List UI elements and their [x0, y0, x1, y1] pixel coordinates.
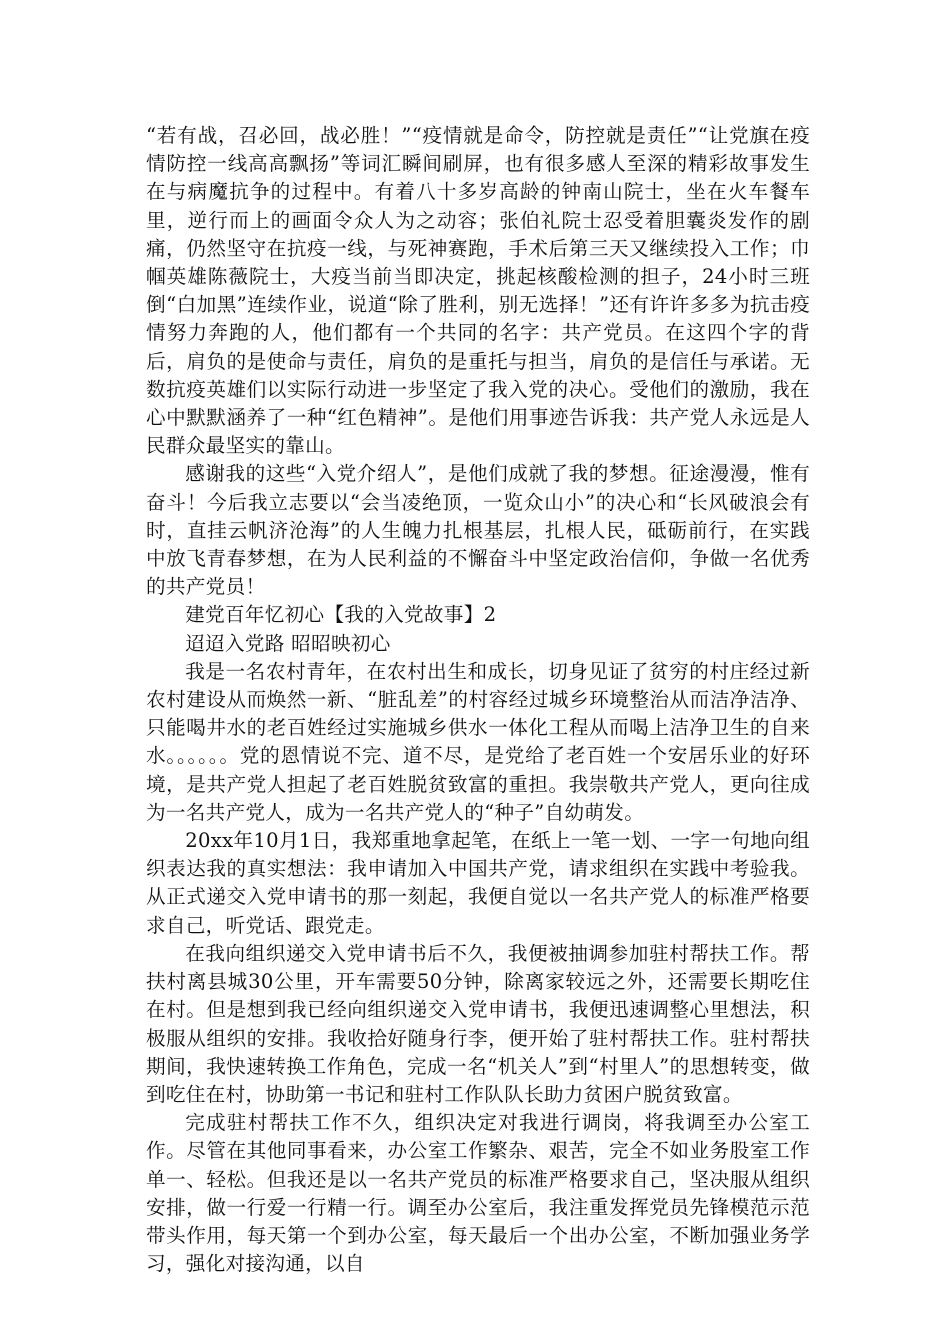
section-title: 建党百年忆初心【我的入党故事】2: [185, 603, 497, 627]
section-subtitle: 迢迢入党路 昭昭映初心: [185, 631, 391, 655]
paragraph-office-transfer: 完成驻村帮扶工作不久，组织决定对我进行调岗，将我调至办公室工作。尽管在其他同事看来，办公室工作繁杂、艰苦，完全不如业务股室工作单一、轻松。但我还是以一名共产党员的标准严格要求自己，坚决服从组织安排，做一行爱一行精一行。调至办公室后，我注重发挥党员先锋模范示范带头作用，每天第一个到办公室，每天最后一个出办公室，不断加强业务学习，强化对接沟通，以自: [146, 1111, 810, 1276]
paragraph-village-assistance: 在我向组织递交入党申请书后不久，我便被抽调参加驻村帮扶工作。帮扶村离县城30公里，开车需要50分钟，除离家较远之外，还需要长期吃住在村。但是想到我已经向组织递交入党申请书，我便迅速调整心里想法，积极服从组织的安排。我收拾好随身行李，便开始了驻村帮扶工作。驻村帮扶期间，我快速转换工作角色，完成一名“机关人”到“村里人”的思想转变，做到吃住在村，协助第一书记和驻村工作队队长助力贫困户脱贫致富。: [146, 941, 810, 1106]
paragraph-gratitude: 感谢我的这些“入党介绍人”，是他们成就了我的梦想。征途漫漫，惟有奋斗！今后我立志要以“会当凌绝顶，一览众山小”的决心和“长风破浪会有时，直挂云帆济沧海”的人生魄力扎根基层，扎根人民，砥砺前行，在实践中放飞青春梦想，在为人民利益的不懈奋斗中坚定政治信仰，争做一名优秀的共产党员！: [146, 462, 810, 599]
document-body: [146, 122, 810, 1278]
paragraph-rural-youth: 我是一名农村青年，在农村出生和成长，切身见证了贫穷的村庄经过新农村建设从而焕然一新、“脏乱差”的村容经过城乡环境整治从而洁净洁净、只能喝井水的老百姓经过实施城乡供水一体化工程从而喝上洁净卫生的自来水。。。。。。党的恩情说不完、道不尽，是党给了老百姓一个安居乐业的好环境，是共产党人担起了老百姓脱贫致富的重担。我崇敬共产党人，更向往成为一名共产党人，成为一名共产党人的“种子”自幼萌发。: [146, 659, 810, 824]
paragraph-application: 20xx年10月1日，我郑重地拿起笔，在纸上一笔一划、一字一句地向组织表达我的真实想法：我申请加入中国共产党，请求组织在实践中考验我。从正式递交入党申请书的那一刻起，我便自觉以一名共产党人的标准严格要求自己，听党话、跟党走。: [146, 829, 810, 937]
paragraph-epidemic-heroes: “若有战，召必回，战必胜！”“疫情就是命令，防控就是责任”“让党旗在疫情防控一线高高飘扬”等词汇瞬间刷屏，也有很多感人至深的精彩故事发生在与病魔抗争的过程中。有着八十多岁高龄的钟南山院士，坐在火车餐车里，逆行而上的画面令众人为之动容；张伯礼院士忍受着胆囊炎发作的剧痛，仍然坚守在抗疫一线，与死神赛跑，手术后第三天又继续投入工作；巾帼英雄陈薇院士，大疫当前当即决定，挑起核酸检测的担子，24小时三班倒“白加黑”连续作业，说道“除了胜利，别无选择！”还有许许多多为抗击疫情努力奔跑的人，他们都有一个共同的名字：共产党员。在这四个字的背后，肩负的是使命与责任，肩负的是重托与担当，肩负的是信任与承诺。无数抗疫英雄们以实际行动进一步坚定了我入党的决心。受他们的激励，我在心中默默涵养了一种“红色精神”。是他们用事迹告诉我：共产党人永远是人民群众最坚实的靠山。: [146, 124, 810, 458]
